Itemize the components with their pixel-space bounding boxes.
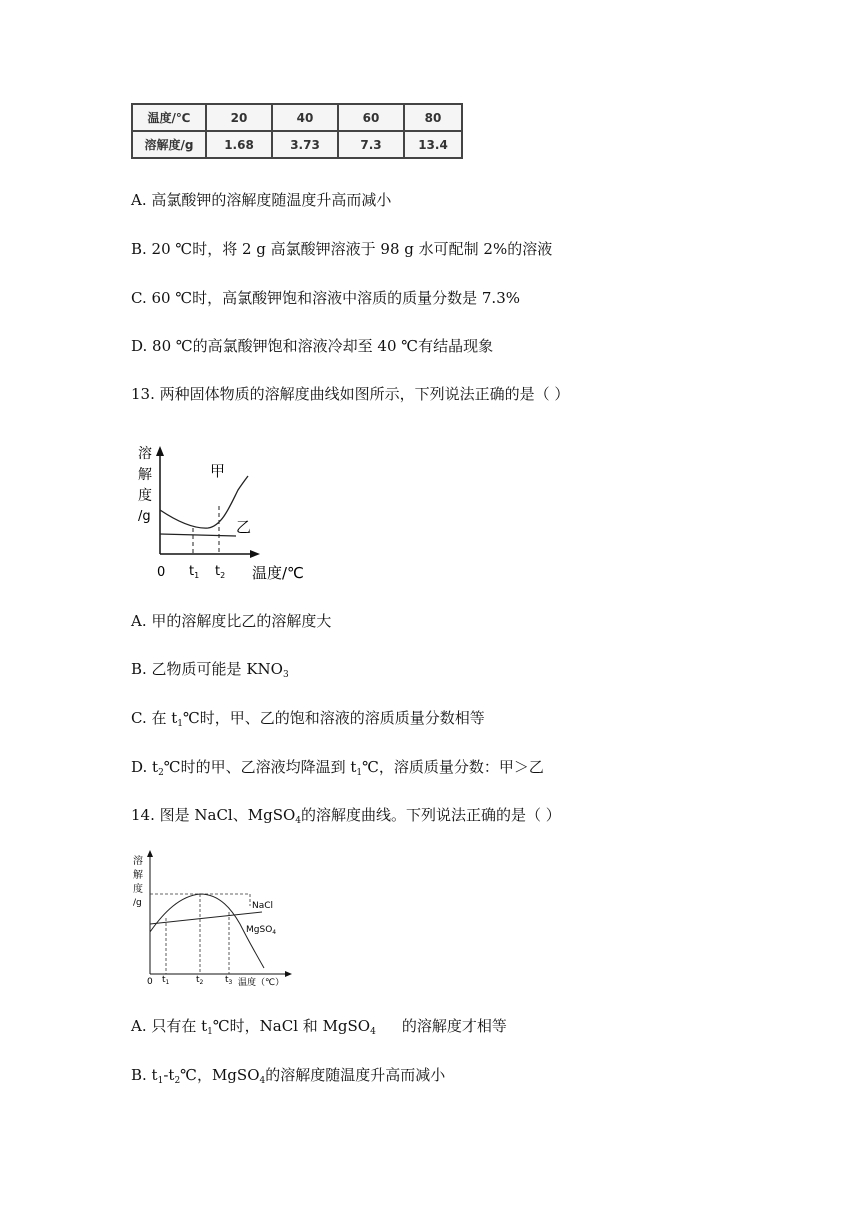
q13-option-d	[131, 757, 544, 783]
table-cell: 80	[404, 104, 462, 131]
y-label-2: 解	[138, 467, 152, 483]
solubility-table	[131, 103, 463, 159]
table-cell: 1.68	[206, 131, 272, 158]
series-yi-curve	[160, 534, 236, 536]
q14-stem	[131, 805, 561, 831]
subscript: 4	[295, 816, 302, 826]
table-cell: 60	[338, 104, 404, 131]
q12-option-c: C. 60 ℃时，高氯酸钾饱和溶液中溶质的质量分数是 7.3%	[131, 289, 520, 307]
y-label-3: 度	[133, 884, 143, 895]
option-text: A. 只有在 t	[131, 1017, 208, 1035]
origin-label: 0	[157, 565, 166, 580]
subscript: 2	[158, 768, 164, 778]
series-yi-label: 乙	[236, 518, 252, 536]
q12-option-a: A. 高氯酸钾的溶解度随温度升高而减小	[131, 191, 392, 209]
option-text: 的溶解度随温度升高而减小	[265, 1066, 446, 1084]
y-label-1: 溶	[133, 856, 143, 867]
q13-stem: 13. 两种固体物质的溶解度曲线如图所示，下列说法正确的是（ ）	[131, 385, 570, 403]
table-cell: 13.4	[404, 131, 462, 158]
subscript: 4	[259, 1076, 266, 1086]
y-axis-arrow	[156, 446, 164, 456]
table-cell: 20	[206, 104, 272, 131]
y-label-1: 溶	[138, 446, 152, 462]
y-label-2: 解	[133, 870, 143, 881]
option-text: ℃，MgSO	[180, 1066, 260, 1084]
subscript: 1	[157, 1076, 164, 1086]
series-mgso4-label: MgSO$_4$	[246, 925, 277, 936]
x-axis-label: 温度/℃	[252, 564, 304, 582]
option-text: ℃，溶质质量分数：甲＞乙	[362, 758, 544, 776]
subscript: 1	[207, 1027, 213, 1037]
option-text: ℃时，NaCl 和 MgSO	[212, 1017, 371, 1035]
subscript: 3	[282, 670, 289, 680]
y-label-unit: /g	[138, 509, 151, 524]
subscript: 1	[356, 768, 363, 778]
q13-solubility-figure	[128, 436, 318, 586]
t3-label: $t_3$	[225, 975, 233, 986]
table-cell: 7.3	[338, 131, 404, 158]
series-nacl-label: NaCl	[252, 901, 274, 911]
subscript: 1	[177, 719, 184, 729]
option-text: ℃时的甲、乙溶液均降温到 t	[163, 758, 357, 776]
y-axis-arrow	[147, 850, 153, 857]
x-axis-arrow	[250, 550, 260, 558]
q13-option-b	[131, 659, 289, 685]
t1-label: $t_1$	[162, 975, 170, 986]
option-text: 的溶解度才相等	[401, 1017, 507, 1035]
x-axis-arrow	[285, 971, 292, 977]
series-jia-curve	[160, 476, 248, 528]
stem-text: 的溶解度曲线。下列说法正确的是（ ）	[301, 806, 561, 824]
option-text: ℃时，甲、乙的饱和溶液的溶质质量分数相等	[183, 709, 485, 727]
table-row	[132, 131, 462, 158]
table-cell: 3.73	[272, 131, 338, 158]
x-axis-label: 温度（℃）	[238, 978, 285, 988]
q12-option-d: D. 80 ℃的高氯酸钾饱和溶液冷却至 40 ℃有结晶现象	[131, 337, 494, 355]
q14-option-a	[131, 1016, 507, 1042]
option-text: -t	[163, 1066, 175, 1084]
stem-text: 14. 图是 NaCl、MgSO	[131, 806, 296, 824]
table-row	[132, 104, 462, 131]
t2-label: $t_2$	[196, 975, 204, 986]
table-cell: 溶解度/g	[132, 131, 206, 158]
option-text: B. t	[131, 1066, 158, 1084]
table-cell: 温度/℃	[132, 104, 206, 131]
origin-label: 0	[147, 977, 153, 987]
option-text: C. 在 t	[131, 709, 178, 727]
option-text: B. 乙物质可能是 KNO	[131, 660, 283, 678]
q13-option-a: A. 甲的溶解度比乙的溶解度大	[131, 612, 332, 630]
q14-option-b	[131, 1065, 445, 1091]
y-label-unit: /g	[133, 898, 142, 908]
t1-label: $t_1$	[189, 564, 200, 580]
q12-option-b: B. 20 ℃时，将 2 g 高氯酸钾溶液于 98 g 水可配制 2%的溶液	[131, 240, 553, 258]
option-text: D. t	[131, 758, 159, 776]
series-nacl-curve	[150, 912, 262, 924]
q14-solubility-figure	[128, 848, 298, 988]
series-jia-label: 甲	[210, 462, 226, 480]
y-label-3: 度	[138, 488, 152, 504]
table-cell: 40	[272, 104, 338, 131]
t2-label: $t_2$	[215, 564, 226, 580]
subscript: 2	[174, 1076, 181, 1086]
q13-option-c	[131, 708, 485, 734]
subscript: 4	[370, 1027, 376, 1037]
